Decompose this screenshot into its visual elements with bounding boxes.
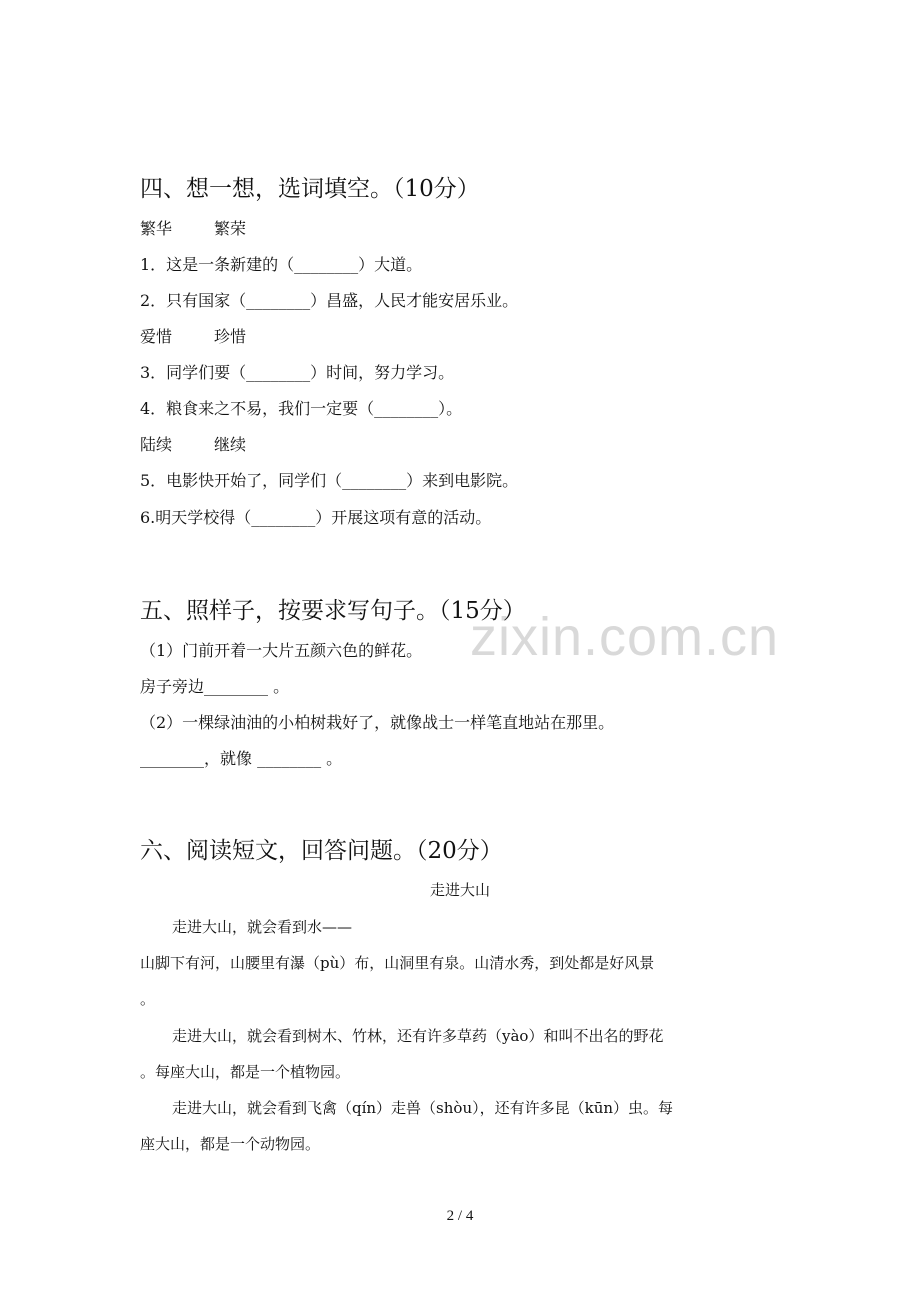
word-option: 繁华 — [140, 219, 173, 238]
answer-line-1: 房子旁边________ 。 — [140, 677, 290, 696]
word-option: 继续 — [214, 435, 247, 454]
question-1: 1．这是一条新建的（________）大道。 — [140, 255, 423, 274]
question-2: 2．只有国家（________）昌盛，人民才能安居乐业。 — [140, 291, 519, 310]
word-option: 繁荣 — [214, 219, 247, 238]
question-3: 3．同学们要（________）时间，努力学习。 — [140, 363, 455, 382]
question-5: 5．电影快开始了，同学们（________）来到电影院。 — [140, 471, 519, 490]
word-option: 陆续 — [140, 435, 173, 454]
section6-heading: 六、阅读短文，回答问题。（20分） — [140, 838, 503, 864]
passage-paragraph: 走进大山，就会看到飞禽（qín）走兽（shòu），还有许多昆（kūn）虫。每 — [172, 1099, 674, 1117]
passage-paragraph: 走进大山，就会看到水—— — [172, 918, 353, 936]
watermark: zixin.com.cn — [470, 607, 780, 667]
word-pair-1 — [140, 216, 246, 239]
word-pair-2 — [140, 324, 246, 347]
word-option: 爱惜 — [140, 327, 173, 346]
passage-paragraph: 山脚下有河，山腰里有瀑（pù）布，山洞里有泉。山清水秀，到处都是好风景 — [140, 954, 655, 972]
passage-paragraph: 。每座大山，都是一个植物园。 — [140, 1063, 351, 1081]
word-pair-3 — [140, 432, 246, 455]
section4-heading: 四、想一想，选词填空。（10分） — [140, 176, 480, 202]
example-2: （2）一棵绿油油的小柏树栽好了，就像战士一样笔直地站在那里。 — [140, 713, 615, 732]
section5-heading: 五、照样子，按要求写句子。（15分） — [140, 598, 526, 624]
word-option: 珍惜 — [214, 327, 247, 346]
question-4: 4．粮食来之不易，我们一定要（________）。 — [140, 399, 463, 418]
passage-paragraph: 座大山，都是一个动物园。 — [140, 1135, 321, 1153]
example-1: （1）门前开着一大片五颜六色的鲜花。 — [140, 641, 423, 660]
answer-line-2: ________，就像 ________ 。 — [140, 749, 343, 768]
passage-title: 走进大山 — [429, 881, 490, 899]
passage-paragraph: 走进大山，就会看到树木、竹林，还有许多草药（yào）和叫不出名的野花 — [172, 1027, 664, 1045]
page-number: 2 / 4 — [446, 1208, 474, 1224]
question-6: 6.明天学校得（________）开展这项有意的活动。 — [140, 508, 492, 527]
passage-paragraph: 。 — [140, 990, 156, 1008]
